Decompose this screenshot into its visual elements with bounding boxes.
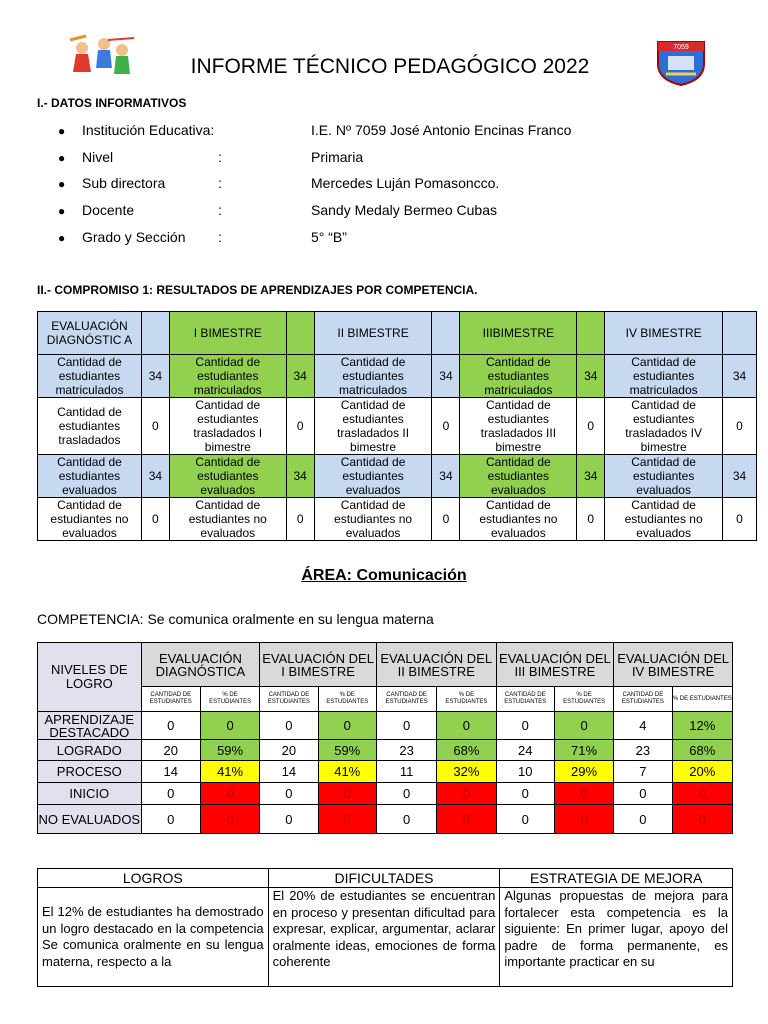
row-label: Cantidad de estudiantes matriculados: [38, 355, 142, 398]
cell: 0: [614, 805, 672, 834]
row-label: Cantidad de estudiantes matriculados: [314, 355, 432, 398]
header-cell: I BIMESTRE: [169, 312, 286, 355]
cell: 10: [496, 761, 554, 783]
competencia-text: COMPETENCIA: Se comunica oralmente en su lengua materna: [37, 611, 434, 627]
cell: 59%: [318, 740, 376, 761]
nivel-label: APRENDIZAJE DESTACADO: [38, 712, 142, 740]
row-value: 34: [432, 355, 460, 398]
row-value: 34: [286, 355, 314, 398]
cell: 20: [260, 740, 318, 761]
dificultades-header: DIFICULTADES: [268, 869, 500, 888]
info-label: Nivel: [82, 148, 114, 165]
cell: 0: [554, 783, 613, 805]
row-value: 0: [286, 498, 314, 541]
empty-cell: [577, 312, 605, 355]
dificultades-text: El 20% de estudiantes se encuentran en proceso y presentan dificultad para expresar, explicar, argumentar, aclarar oralmente ideas, emociones de forma coherente: [268, 888, 500, 987]
cell: 0: [376, 783, 436, 805]
nivel-label: NO EVALUADOS: [38, 805, 142, 834]
table-row: [38, 783, 733, 805]
info-label: Sub directora: [82, 175, 166, 192]
cell: 0: [437, 783, 496, 805]
row-label: Cantidad de estudiantes no evaluados: [314, 498, 432, 541]
report-title: INFORME TÉCNICO PEDAGÓGICO 2022: [190, 55, 590, 78]
cell: 0: [318, 783, 376, 805]
row-label: Cantidad de estudiantes matriculados: [460, 355, 577, 398]
section2-heading: II.- COMPROMISO 1: RESULTADOS DE APRENDIZAJES POR COMPETENCIA.: [37, 283, 478, 297]
cell: 0: [496, 783, 554, 805]
info-label: Grado y Sección: [82, 228, 186, 245]
cell: 0: [260, 783, 318, 805]
info-colon: :: [218, 175, 222, 192]
row-label: Cantidad de estudiantes no evaluados: [605, 498, 723, 541]
nivel-label: INICIO: [38, 783, 142, 805]
info-value: Sandy Medaly Bermeo Cubas: [311, 202, 497, 219]
info-colon: :: [218, 202, 222, 219]
table-row: [38, 355, 757, 398]
nivel-label: LOGRADO: [38, 740, 142, 761]
eval-header-row: [38, 643, 733, 687]
table-row: [38, 455, 757, 498]
info-colon: :: [218, 228, 222, 245]
cell: 20%: [672, 761, 732, 783]
table-row: [38, 740, 733, 761]
estrategia-text: Algunas propuestas de mejora para fortalecer esta competencia es la siguiente: En primer lugar, apoyo del padre de forma permanente, es importante practicar en su: [500, 888, 733, 987]
cell: 0: [672, 805, 732, 834]
eval-header: EVALUACIÓN DEL IV BIMESTRE: [614, 643, 733, 687]
info-label: Institución Educativa:: [82, 122, 215, 138]
eval-header: EVALUACIÓN DIAGNÓSTICA: [141, 643, 260, 687]
cell: 0: [141, 783, 200, 805]
row-label: Cantidad de estudiantes no evaluados: [169, 498, 286, 541]
cell: 0: [200, 783, 259, 805]
cell: 0: [496, 712, 554, 740]
cell: 14: [141, 761, 200, 783]
row-value: 0: [432, 398, 460, 455]
empty-cell: [141, 312, 169, 355]
table-row: [38, 761, 733, 783]
row-value: 0: [432, 498, 460, 541]
area-title: ÁREA: Comunicación: [301, 567, 467, 584]
sub-header: % DE ESTUDIANTES: [554, 687, 613, 712]
row-label: Cantidad de estudiantes trasladados III bimestre: [460, 398, 577, 455]
row-value: 0: [577, 398, 605, 455]
row-value: 34: [432, 455, 460, 498]
cell: 7: [614, 761, 672, 783]
row-value: 34: [577, 455, 605, 498]
row-value: 0: [577, 498, 605, 541]
row-label: Cantidad de estudiantes matriculados: [605, 355, 723, 398]
cell: 4: [614, 712, 672, 740]
cell: 68%: [437, 740, 496, 761]
cell: 0: [672, 783, 732, 805]
row-value: 34: [577, 355, 605, 398]
cell: 14: [260, 761, 318, 783]
row-value: 0: [286, 398, 314, 455]
cell: 0: [141, 712, 200, 740]
sub-header: % DE ESTUDIANTES: [318, 687, 376, 712]
svg-text:7059: 7059: [673, 44, 689, 51]
sub-header: CANTIDAD DE ESTUDIANTES: [141, 687, 200, 712]
table-row: [38, 398, 757, 455]
cell: 0: [376, 712, 436, 740]
cell: 0: [260, 712, 318, 740]
row-label: Cantidad de estudiantes evaluados: [314, 455, 432, 498]
empty-cell: [286, 312, 314, 355]
row-label: Cantidad de estudiantes evaluados: [169, 455, 286, 498]
table-row: [38, 805, 733, 834]
bullet-icon: ●: [58, 177, 66, 192]
eval-header: EVALUACIÓN DEL II BIMESTRE: [376, 643, 496, 687]
cell: 0: [260, 805, 318, 834]
cell: 0: [437, 712, 496, 740]
sub-header: CANTIDAD DE ESTUDIANTES: [496, 687, 554, 712]
cell: 41%: [200, 761, 259, 783]
niveles-table: [37, 642, 733, 834]
row-label: Cantidad de estudiantes matriculados: [169, 355, 286, 398]
row-value: 34: [141, 455, 169, 498]
info-value: 5° “B”: [311, 228, 347, 245]
row-label: Cantidad de estudiantes trasladados: [38, 398, 142, 455]
cell: 0: [376, 805, 436, 834]
bullet-icon: ●: [58, 150, 66, 165]
table-row: [38, 712, 733, 740]
sub-header: CANTIDAD DE ESTUDIANTES: [260, 687, 318, 712]
header-cell: EVALUACIÓN DIAGNÓSTIC A: [38, 312, 142, 355]
row-label: Cantidad de estudiantes evaluados: [460, 455, 577, 498]
cell: 24: [496, 740, 554, 761]
niveles-header: NIVELES DE LOGRO: [38, 643, 142, 712]
cell: 71%: [554, 740, 613, 761]
analysis-table: [37, 868, 733, 987]
bullet-icon: ●: [58, 124, 66, 138]
row-value: 0: [723, 398, 757, 455]
header-cell: IIIBIMESTRE: [460, 312, 577, 355]
row-value: 0: [141, 398, 169, 455]
analysis-header-row: [38, 869, 733, 888]
row-label: Cantidad de estudiantes no evaluados: [38, 498, 142, 541]
cell: 68%: [672, 740, 732, 761]
row-value: 34: [286, 455, 314, 498]
cell: 0: [554, 712, 613, 740]
sub-header: CANTIDAD DE ESTUDIANTES: [614, 687, 672, 712]
cell: 20: [141, 740, 200, 761]
eval-header: EVALUACIÓN DEL I BIMESTRE: [260, 643, 377, 687]
empty-cell: [723, 312, 757, 355]
sub-header: % DE ESTUDIANTES: [672, 687, 732, 712]
nivel-label: PROCESO: [38, 761, 142, 783]
info-value: Mercedes Luján Pomasoncco.: [311, 175, 500, 192]
cell: 11: [376, 761, 436, 783]
table-row: [38, 498, 757, 541]
cell: 0: [554, 805, 613, 834]
row-value: 34: [723, 355, 757, 398]
eval-header: EVALUACIÓN DEL III BIMESTRE: [496, 643, 614, 687]
info-value: Primaria: [311, 148, 364, 165]
cell: 0: [318, 712, 376, 740]
info-value: I.E. Nº 7059 José Antonio Encinas Franco: [311, 122, 572, 138]
row-label: Cantidad de estudiantes trasladados I bimestre: [169, 398, 286, 455]
bullet-icon: ●: [58, 230, 66, 245]
row-value: 0: [141, 498, 169, 541]
row-label: Cantidad de estudiantes trasladados IV bimestre: [605, 398, 723, 455]
cell: 0: [496, 805, 554, 834]
cell: 23: [614, 740, 672, 761]
cell: 0: [200, 805, 259, 834]
sub-header: % DE ESTUDIANTES: [437, 687, 496, 712]
info-colon: :: [218, 148, 222, 165]
row-label: Cantidad de estudiantes no evaluados: [460, 498, 577, 541]
cell: 59%: [200, 740, 259, 761]
cell: 0: [200, 712, 259, 740]
compromiso-table: [37, 311, 757, 541]
cell: 0: [614, 783, 672, 805]
header-cell: IV BIMESTRE: [605, 312, 723, 355]
cell: 0: [318, 805, 376, 834]
cell: 41%: [318, 761, 376, 783]
cell: 12%: [672, 712, 732, 740]
cell: 23: [376, 740, 436, 761]
cell: 29%: [554, 761, 613, 783]
row-label: Cantidad de estudiantes trasladados II bimestre: [314, 398, 432, 455]
bullet-icon: ●: [58, 204, 66, 219]
row-value: 34: [141, 355, 169, 398]
empty-cell: [432, 312, 460, 355]
header-cell: II BIMESTRE: [314, 312, 432, 355]
cell: 0: [437, 805, 496, 834]
sub-header-row: [38, 687, 733, 712]
analysis-row: [38, 888, 733, 987]
section1-heading: I.- DATOS INFORMATIVOS: [37, 96, 187, 110]
sub-header: % DE ESTUDIANTES: [200, 687, 259, 712]
row-label: Cantidad de estudiantes evaluados: [38, 455, 142, 498]
logros-header: LOGROS: [38, 869, 269, 888]
logros-text: El 12% de estudiantes ha demostrado un logro destacado en la competencia Se comunica oralmente en su lengua materna, respecto a la: [38, 888, 269, 987]
table-header-row: [38, 312, 757, 355]
info-label: Docente: [82, 202, 135, 219]
row-value: 0: [723, 498, 757, 541]
cell: 32%: [437, 761, 496, 783]
cell: 0: [141, 805, 200, 834]
sub-header: CANTIDAD DE ESTUDIANTES: [376, 687, 436, 712]
row-value: 34: [723, 455, 757, 498]
estrategia-header: ESTRATEGIA DE MEJORA: [500, 869, 733, 888]
row-label: Cantidad de estudiantes evaluados: [605, 455, 723, 498]
